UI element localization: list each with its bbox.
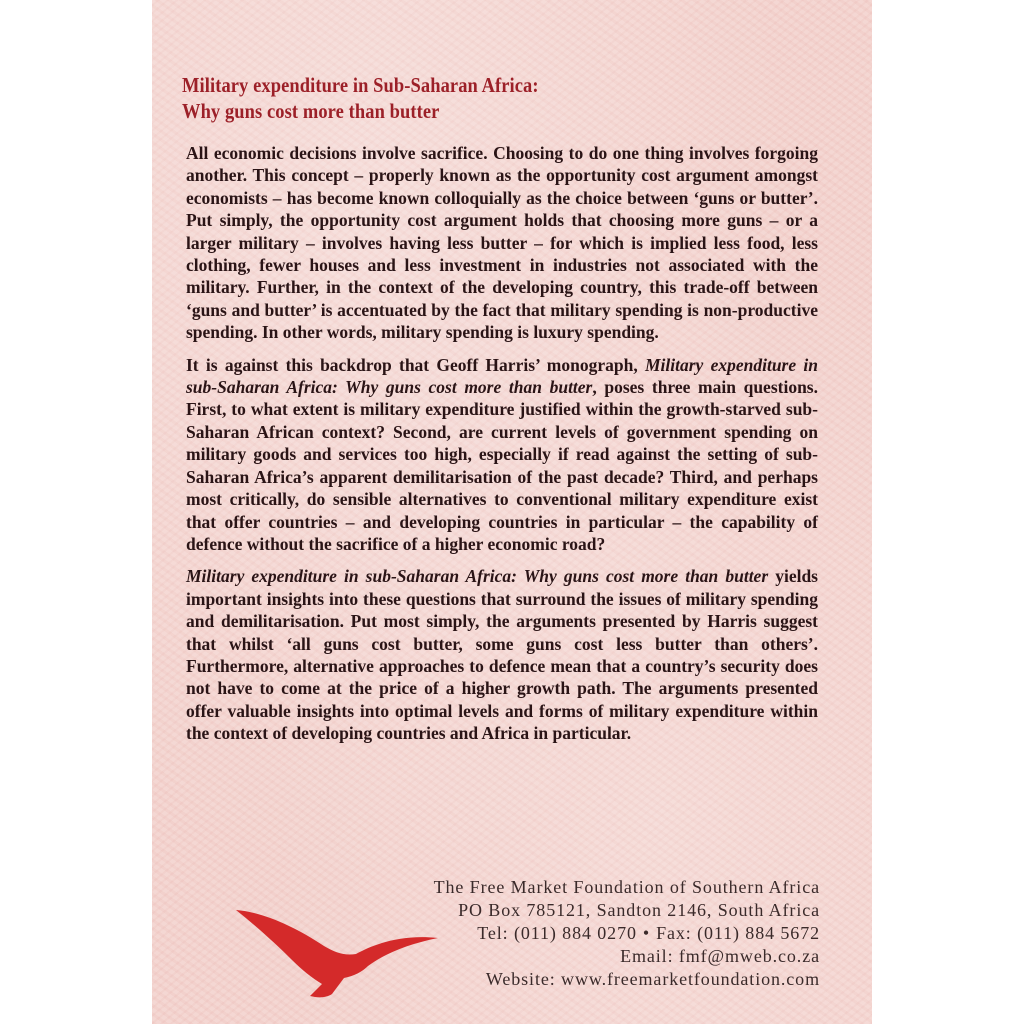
publisher-contact <box>300 876 820 991</box>
publisher-email: Email: fmf@mweb.co.za <box>620 946 820 966</box>
publisher-phone-fax <box>300 922 820 945</box>
paragraph-3-rest: yields important insights into these questions that surround the issues of military spending and demilitarisation. Put most simply, the arguments presented by Harris suggest that whilst ‘all guns cost butter, some guns cost less butter than others’. Furthermore, alternative approaches to defence mean that a country’s security does not have to come at the price of a higher growth path. The arguments presented offer valuable insights into optimal levels and forms of military expenditure within the context of developing countries and Africa in particular. <box>186 566 818 744</box>
blurb-paragraph-1: All economic decisions involve sacrifice. Choosing to do one thing involves forgoing another. This concept – properly known as the opportunity cost argument amongst economists – has become known colloquially as the choice between ‘guns or butter’. Put simply, the opportunity cost argument holds that choosing more guns – or a larger military – involves having less butter – for which is implied less food, less clothing, fewer houses and less investment in industries not associated with the military. Further, in the context of the developing country, this trade-off between ‘guns and butter’ is accentuated by the fact that military spending is non-productive spending. In other words, military spending is luxury spending. <box>186 143 818 343</box>
publisher-website: Website: www.freemarketfoundation.com <box>485 969 820 989</box>
title-line-2: Why guns cost more than butter <box>182 99 440 123</box>
title-line-1: Military expenditure in Sub-Saharan Africa: <box>182 73 539 97</box>
paragraph-3-book-title: Military expenditure in sub-Saharan Africa: Why guns cost more than butter <box>186 566 769 587</box>
paragraph-2-rest: , poses three main questions. First, to what extent is military expenditure justified within the growth-starved sub-Saharan African context? Second, are current levels of government spending on military goods and services too high, especially if read against the setting of sub-Saharan Africa’s apparent demilitarisation of the past decade? Third, and perhaps most critically, do sensible alternatives to conventional military expenditure exist that offer countries – and developing countries in particular – the capability of defence without the sacrifice of a higher economic road? <box>186 377 818 554</box>
paragraph-2-intro: It is against this backdrop that Geoff Harris’ monograph, <box>186 354 645 375</box>
paragraph-2-book-title: Military expenditure in sub-Saharan Africa: Why guns cost more than butter <box>186 354 818 398</box>
publisher-tel: Tel: (011) 884 0270 <box>477 923 637 943</box>
publisher-name: The Free Market Foundation of Southern Africa <box>433 877 820 897</box>
book-title <box>182 72 675 124</box>
book-back-cover <box>152 0 872 1024</box>
blurb <box>186 142 818 755</box>
publisher-address: PO Box 785121, Sandton 2146, South Africa <box>458 900 820 920</box>
blurb-paragraph-2 <box>186 354 818 556</box>
bullet-separator: • <box>642 923 651 943</box>
blurb-paragraph-3 <box>186 565 818 744</box>
publisher-fax: Fax: (011) 884 5672 <box>656 923 820 943</box>
